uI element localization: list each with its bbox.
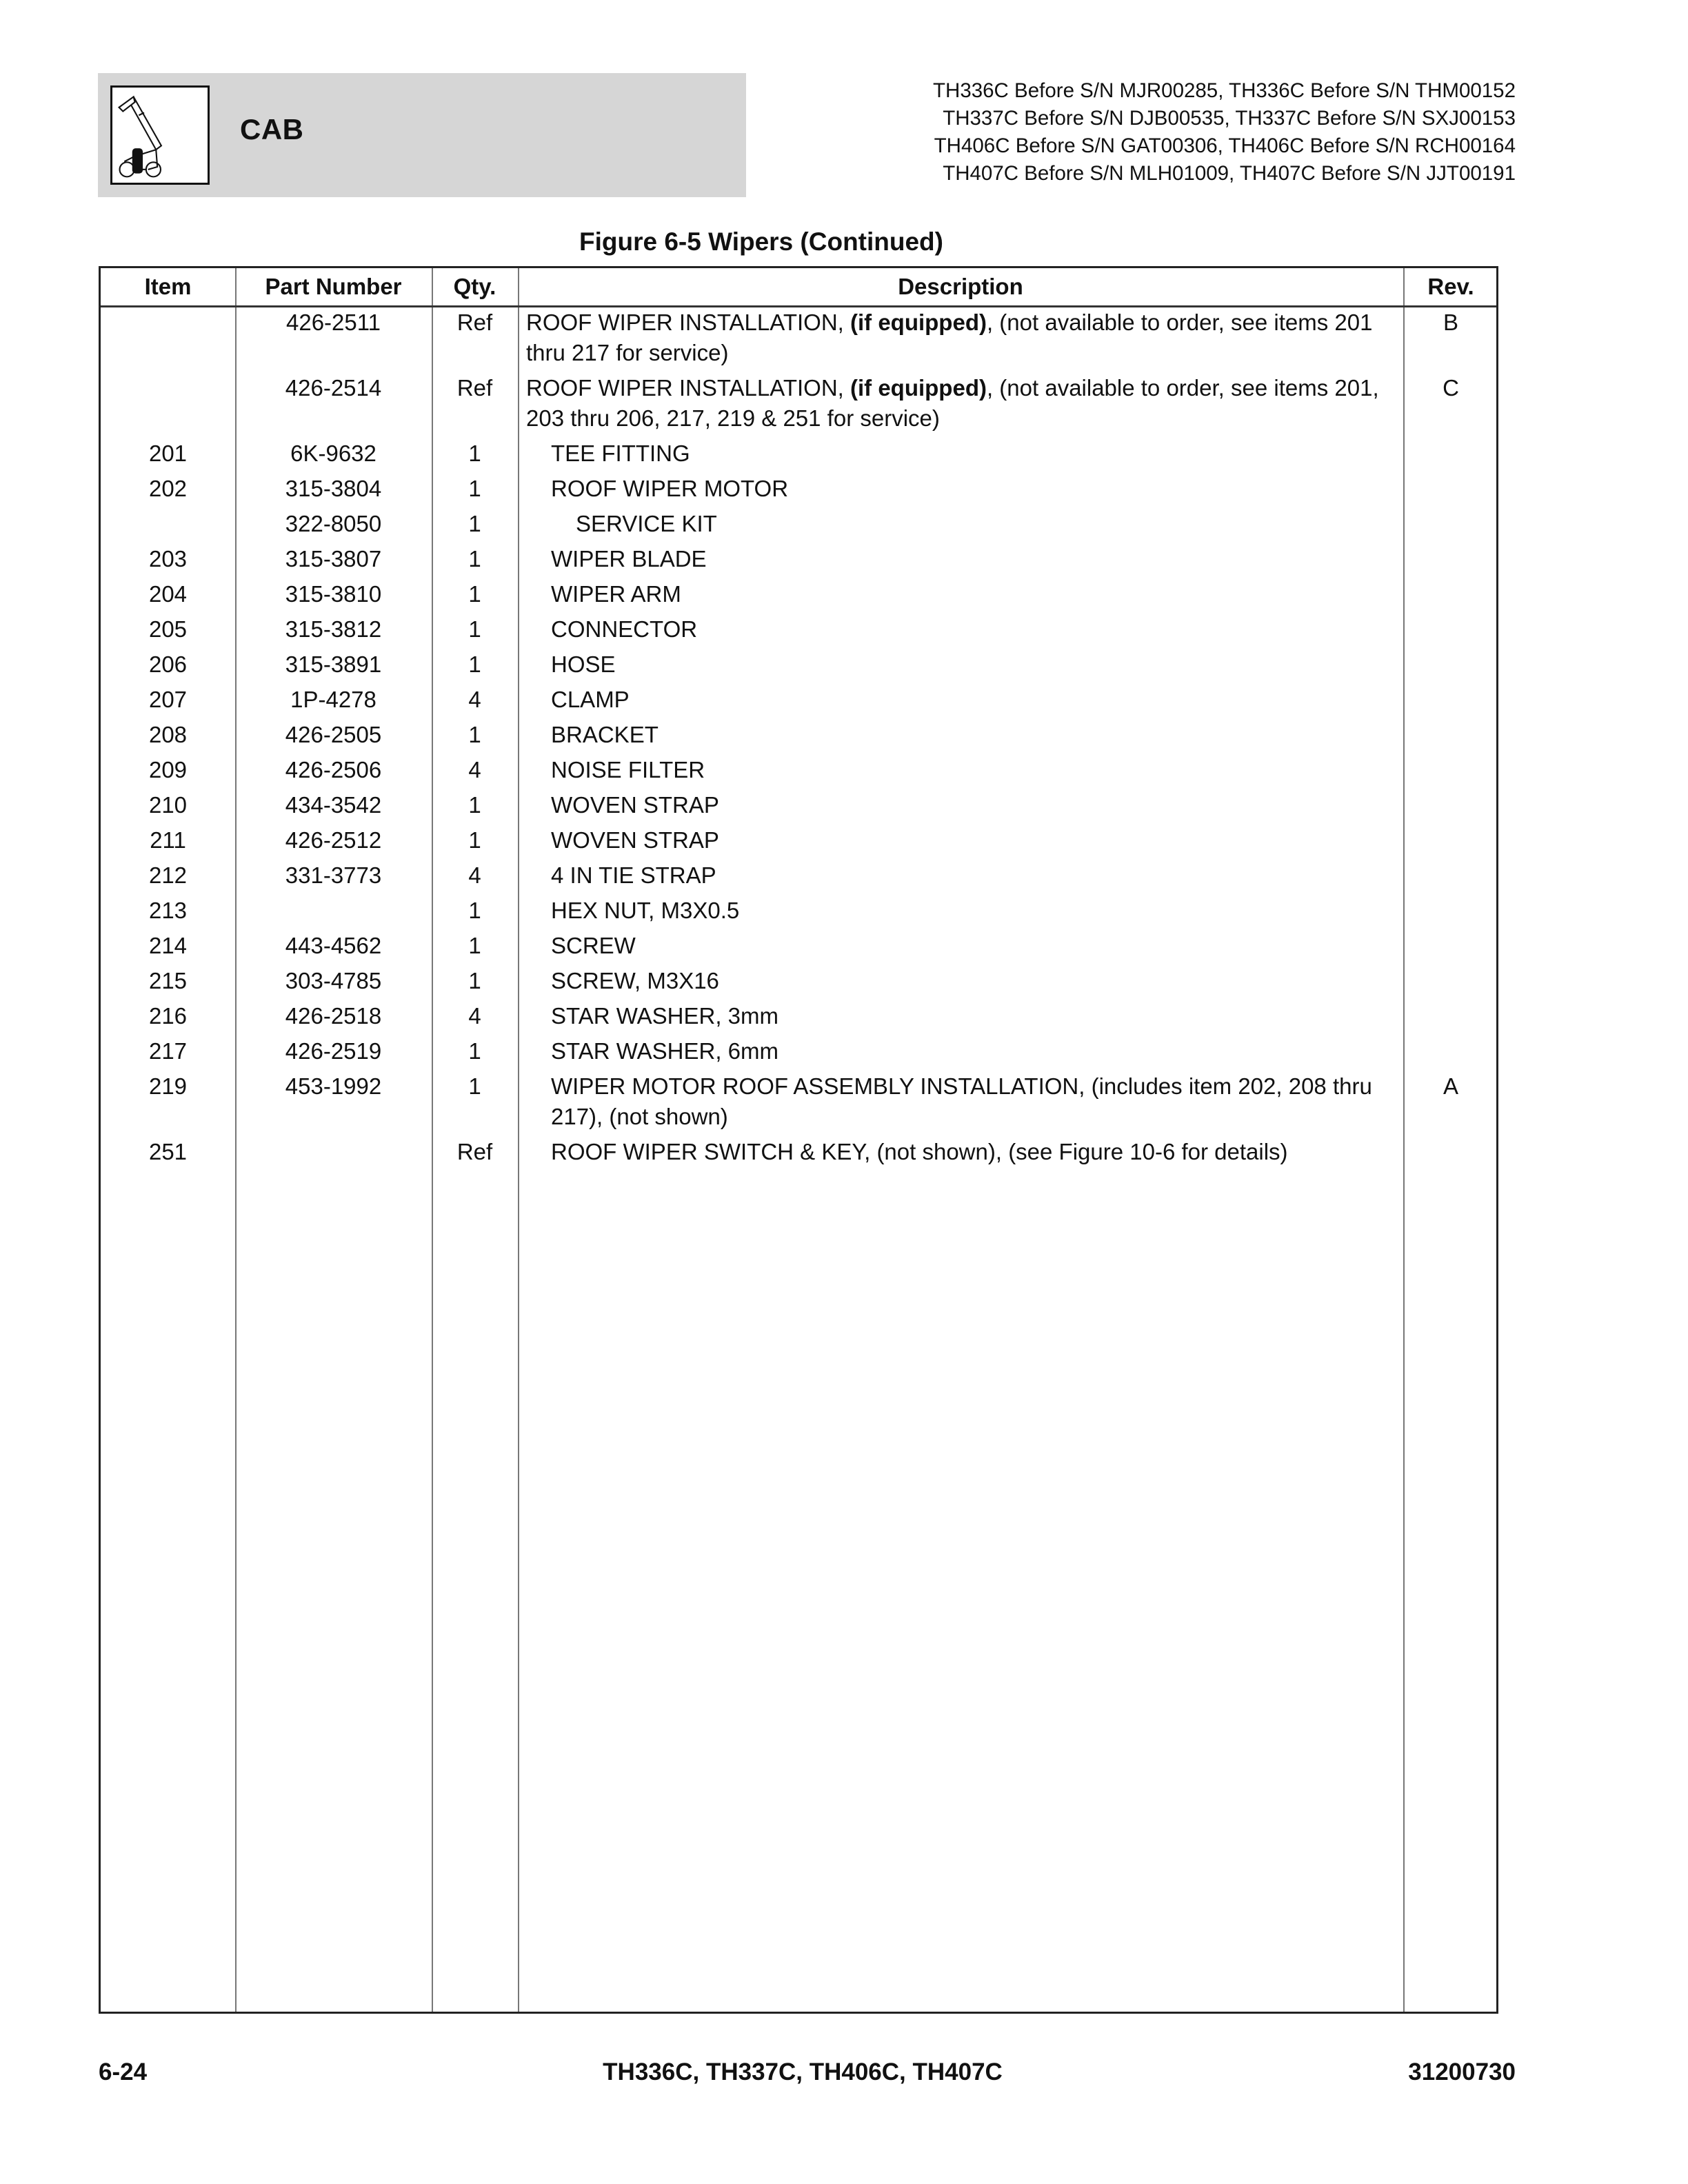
description: WIPER ARM xyxy=(551,581,681,607)
item-number: 215 xyxy=(148,968,188,993)
part-number: 426-2506 xyxy=(285,757,382,782)
revision: A xyxy=(1443,1073,1458,1099)
part-number: 1P-4278 xyxy=(290,687,376,712)
part-number: 426-2514 xyxy=(285,375,382,401)
quantity: 1 xyxy=(468,933,481,958)
description: TEE FITTING xyxy=(551,441,690,466)
description: ROOF WIPER SWITCH & KEY, (not shown), (see Figure 10-6 for details) xyxy=(551,1139,1288,1164)
serial-line: TH336C Before S/N MJR00285, TH336C Before S/N THM00152 xyxy=(933,79,1516,102)
serial-line: TH337C Before S/N DJB00535, TH337C Before S/N SXJ00153 xyxy=(943,107,1516,130)
table-row xyxy=(101,755,1496,790)
description: 4 IN TIE STRAP xyxy=(551,862,716,888)
description: CONNECTOR xyxy=(551,616,698,642)
column-header-item: Item xyxy=(144,274,192,299)
column-header-rev: Rev. xyxy=(1427,274,1474,299)
table-row xyxy=(101,544,1496,579)
figure-title xyxy=(0,228,1688,256)
table-row xyxy=(101,896,1496,931)
footer-models-text: TH336C, TH337C, TH406C, TH407C xyxy=(603,2059,1003,2085)
description-emphasis: (if equipped) xyxy=(850,310,987,335)
part-number: 6K-9632 xyxy=(290,441,376,466)
table-row xyxy=(101,509,1496,544)
description: ROOF WIPER MOTOR xyxy=(551,476,789,501)
quantity: Ref xyxy=(456,1139,493,1164)
quantity: 1 xyxy=(468,476,481,501)
description: WOVEN STRAP xyxy=(551,792,719,818)
quantity: 1 xyxy=(468,1038,481,1064)
part-number: 315-3810 xyxy=(285,581,382,607)
column-header-description: Description xyxy=(898,274,1023,299)
table-row xyxy=(101,373,1496,438)
quantity: 1 xyxy=(468,651,481,677)
description: SCREW, M3X16 xyxy=(551,968,719,993)
table-row xyxy=(101,931,1496,966)
serial-line: TH406C Before S/N GAT00306, TH406C Before S/N RCH00164 xyxy=(934,134,1516,157)
item-number: 201 xyxy=(148,441,188,466)
description: NOISE FILTER xyxy=(551,757,705,782)
figure-title-text: Figure 6-5 Wipers (Continued) xyxy=(579,228,943,256)
description-text: , (not available to order, see items 201 thru 217 for service) xyxy=(526,310,1373,365)
part-number: 426-2511 xyxy=(285,310,381,335)
part-number: 322-8050 xyxy=(285,511,382,536)
description: STAR WASHER, 3mm xyxy=(551,1003,779,1029)
item-number: 216 xyxy=(148,1003,188,1029)
revision: C xyxy=(1443,375,1459,401)
part-number: 315-3812 xyxy=(285,616,382,642)
table-row xyxy=(101,579,1496,614)
quantity: 1 xyxy=(468,581,481,607)
table-header-row xyxy=(101,268,1496,307)
table-row xyxy=(101,685,1496,720)
quantity: 1 xyxy=(468,898,481,923)
description: BRACKET xyxy=(551,722,659,747)
quantity: Ref xyxy=(456,310,493,335)
item-number: 219 xyxy=(148,1073,188,1099)
serial-applicability-block xyxy=(933,77,1516,188)
quantity: 1 xyxy=(468,827,481,853)
part-number: 434-3542 xyxy=(285,792,382,818)
part-number: 315-3804 xyxy=(285,476,382,501)
part-number: 426-2519 xyxy=(285,1038,382,1064)
description-emphasis: (if equipped) xyxy=(850,375,987,401)
table-row xyxy=(101,1137,1496,1172)
table-row xyxy=(101,307,1496,373)
quantity: 1 xyxy=(468,441,481,466)
quantity: 1 xyxy=(468,511,481,536)
table-row xyxy=(101,1001,1496,1036)
description: STAR WASHER, 6mm xyxy=(551,1038,779,1064)
item-number: 213 xyxy=(148,898,188,923)
item-number: 214 xyxy=(148,933,188,958)
description: SERVICE KIT xyxy=(576,511,717,536)
description: SCREW xyxy=(551,933,636,958)
item-number: 204 xyxy=(148,581,188,607)
description: HEX NUT, M3X0.5 xyxy=(551,898,740,923)
revision: B xyxy=(1443,310,1458,335)
table-row xyxy=(101,720,1496,755)
part-number: 426-2518 xyxy=(285,1003,382,1029)
table-row xyxy=(101,825,1496,860)
description-text: , (not available to order, see items 201, 203 thru 206, 217, 219 & 251 for service) xyxy=(526,375,1379,431)
quantity: 1 xyxy=(468,722,481,747)
description xyxy=(526,373,1395,434)
table-row xyxy=(101,474,1496,509)
table-row xyxy=(101,1036,1496,1071)
table-row xyxy=(101,438,1496,474)
item-number: 217 xyxy=(148,1038,188,1064)
telehandler-machine-icon xyxy=(110,85,210,185)
item-number: 208 xyxy=(148,722,188,747)
quantity: 4 xyxy=(468,862,481,888)
part-number: 453-1992 xyxy=(285,1073,382,1099)
section-title: CAB xyxy=(240,113,304,145)
part-number: 426-2505 xyxy=(285,722,382,747)
description: WIPER BLADE xyxy=(551,546,707,572)
item-number: 209 xyxy=(148,757,188,782)
parts-table xyxy=(99,266,1498,2014)
item-number: 211 xyxy=(150,827,186,853)
part-number: 331-3773 xyxy=(285,862,382,888)
quantity: Ref xyxy=(456,375,493,401)
description: WOVEN STRAP xyxy=(551,827,719,853)
item-number: 205 xyxy=(148,616,188,642)
quantity: 1 xyxy=(468,1073,481,1099)
description: CLAMP xyxy=(551,687,630,712)
description-text: ROOF WIPER INSTALLATION, xyxy=(526,310,850,335)
part-number: 303-4785 xyxy=(285,968,382,993)
part-number: 426-2512 xyxy=(285,827,382,853)
description: HOSE xyxy=(551,651,616,677)
serial-line: TH407C Before S/N MLH01009, TH407C Before S/N JJT00191 xyxy=(943,162,1516,185)
item-number: 203 xyxy=(148,546,188,572)
quantity: 4 xyxy=(468,1003,481,1029)
quantity: 4 xyxy=(468,757,481,782)
item-number: 251 xyxy=(148,1139,188,1164)
quantity: 1 xyxy=(468,546,481,572)
description xyxy=(526,307,1395,368)
description: WIPER MOTOR ROOF ASSEMBLY INSTALLATION, (includes item 202, 208 thru 217), (not shown) xyxy=(551,1073,1372,1129)
part-number: 443-4562 xyxy=(285,933,382,958)
table-row xyxy=(101,966,1496,1001)
column-header-part-number: Part Number xyxy=(265,274,402,299)
column-header-qty: Qty. xyxy=(453,274,496,299)
table-row xyxy=(101,790,1496,825)
item-number: 206 xyxy=(148,651,188,677)
description-text: ROOF WIPER INSTALLATION, xyxy=(526,375,850,401)
quantity: 1 xyxy=(468,616,481,642)
item-number: 210 xyxy=(148,792,188,818)
table-row xyxy=(101,860,1496,896)
table-row xyxy=(101,649,1496,685)
table-row xyxy=(101,614,1496,649)
item-number: 202 xyxy=(148,476,188,501)
part-number: 315-3891 xyxy=(285,651,382,677)
document-number: 31200730 xyxy=(1408,2059,1516,2085)
quantity: 1 xyxy=(468,792,481,818)
quantity: 1 xyxy=(468,968,481,993)
page-number: 6-24 xyxy=(99,2059,148,2085)
table-row xyxy=(101,1071,1496,1137)
part-number: 315-3807 xyxy=(285,546,382,572)
item-number: 212 xyxy=(148,862,188,888)
item-number: 207 xyxy=(148,687,188,712)
quantity: 4 xyxy=(468,687,481,712)
